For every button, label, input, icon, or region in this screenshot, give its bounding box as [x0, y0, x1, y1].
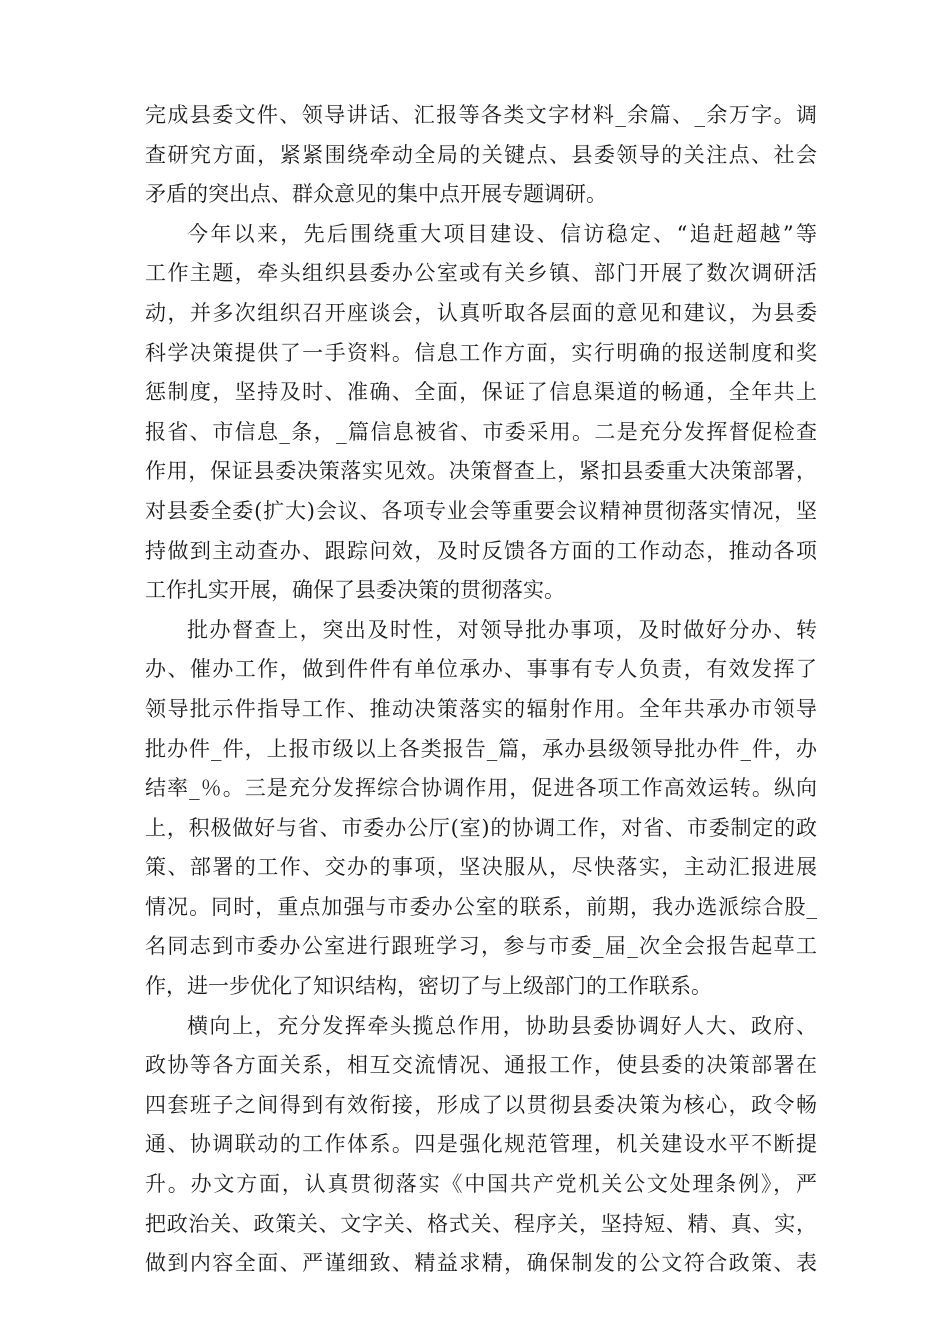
text-line: 持做到主动查办、跟踪问效，及时反馈各方面的工作动态，推动各项 — [145, 538, 817, 563]
text-line: 横向上，充分发挥牵头揽总作用，协助县委协调好人大、政府、 — [187, 1013, 817, 1038]
text-line: 报省、市信息_条，_篇信息被省、市委采用。二是充分发挥督促检查 — [145, 419, 817, 444]
text-line: 批办件_件，上报市级以上各类报告_篇，承办县级领导批办件_件，办 — [145, 736, 817, 761]
text-line: 把政治关、政策关、文字关、格式关、程序关，坚持短、精、真、实， — [145, 1211, 817, 1236]
text-line: 策、部署的工作、交办的事项，坚决服从，尽快落实，主动汇报进展 — [145, 855, 817, 880]
text-line: 升。办文方面，认真贯彻落实《中国共产党机关公文处理条例》，严 — [145, 1172, 817, 1197]
text-line: 领导批示件指导工作、推动决策落实的辐射作用。全年共承办市领导 — [145, 696, 817, 721]
document-page — [145, 96, 817, 1284]
text-line: 对县委全委(扩大)会议、各项专业会等重要会议精神贯彻落实情况，坚 — [145, 498, 817, 523]
text-line: 批办督查上，突出及时性，对领导批办事项，及时做好分办、转 — [187, 617, 817, 642]
text-line: 作，进一步优化了知识结构，密切了与上级部门的工作联系。 — [145, 974, 712, 999]
text-line: 结率_％。三是充分发挥综合协调作用，促进各项工作高效运转。纵向 — [145, 776, 817, 801]
text-line: 动，并多次组织召开座谈会，认真听取各层面的意见和建议，为县委 — [145, 300, 817, 325]
text-line: 上，积极做好与省、市委办公厅(室)的协调工作，对省、市委制定的政 — [145, 815, 817, 840]
text-line: 名同志到市委办公室进行跟班学习，参与市委_届_次全会报告起草工 — [145, 934, 817, 959]
text-line: 办、催办工作，做到件件有单位承办、事事有专人负责，有效发挥了 — [145, 657, 817, 682]
text-line: 通、协调联动的工作体系。四是强化规范管理，机关建设水平不断提 — [145, 1132, 817, 1157]
text-line: 矛盾的突出点、群众意见的集中点开展专题调研。 — [145, 182, 607, 207]
text-line: 作用，保证县委决策落实见效。决策督查上，紧扣县委重大决策部署， — [145, 459, 817, 484]
text-line: 情况。同时，重点加强与市委办公室的联系，前期，我办选派综合股_ — [145, 894, 817, 919]
text-line: 做到内容全面、严谨细致、精益求精，确保制发的公文符合政策、表 — [145, 1251, 817, 1276]
paragraph-3 — [145, 611, 817, 1007]
text-line: 科学决策提供了一手资料。信息工作方面，实行明确的报送制度和奖 — [145, 340, 817, 365]
paragraph-1 — [145, 96, 817, 215]
text-line: 工作扎实开展，确保了县委决策的贯彻落实。 — [145, 578, 565, 603]
text-line: 四套班子之间得到有效衔接，形成了以贯彻县委决策为核心，政令畅 — [145, 1092, 817, 1117]
text-line: 工作主题，牵头组织县委办公室或有关乡镇、部门开展了数次调研活 — [145, 261, 817, 286]
text-line: 惩制度，坚持及时、准确、全面，保证了信息渠道的畅通，全年共上 — [145, 380, 817, 405]
paragraph-4 — [145, 1007, 817, 1284]
text-line: 今年以来，先后围绕重大项目建设、信访稳定、“追赶超越”等 — [187, 221, 817, 246]
paragraph-2 — [145, 215, 817, 611]
text-line: 完成县委文件、领导讲话、汇报等各类文字材料_余篇、_余万字。调 — [145, 103, 817, 127]
text-line: 政协等各方面关系，相互交流情况、通报工作，使县委的决策部署在 — [145, 1053, 817, 1078]
text-line: 查研究方面，紧紧围绕牵动全局的关键点、县委领导的关注点、社会 — [145, 142, 817, 167]
